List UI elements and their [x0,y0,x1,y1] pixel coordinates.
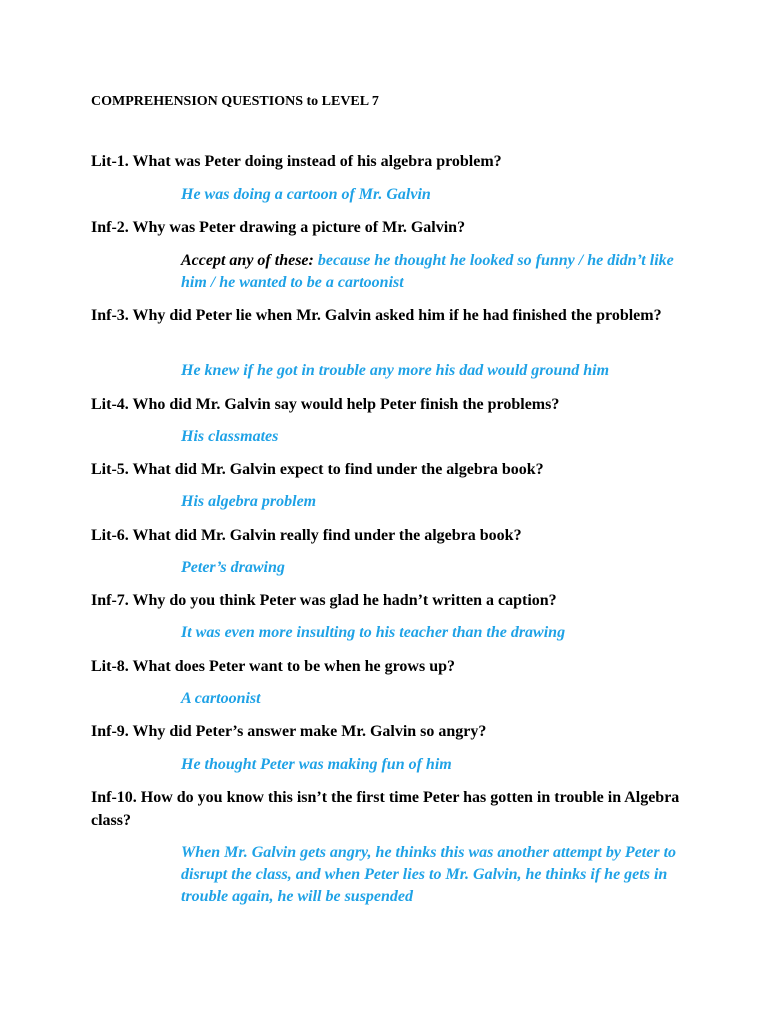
answer-8: A cartoonist [181,690,261,707]
question-7: Inf-7. Why do you think Peter was glad he hadn’t written a caption? [91,592,557,609]
answer-3: He knew if he got in trouble any more his dad would ground him [181,362,610,379]
answer-2-text: because he thought he looked so funny / he didn’t like him / he wanted to be a cartoonist [181,252,674,291]
question-1: Lit-1. What was Peter doing instead of his algebra problem? [91,153,502,170]
question-6: Lit-6. What did Mr. Galvin really find under the algebra book? [91,527,522,544]
answer-6: Peter’s drawing [181,559,285,576]
answer-7: It was even more insulting to his teacher than the drawing [181,624,566,641]
answer-5: His algebra problem [181,493,317,510]
answer-2-lead: Accept any of these: [181,252,314,269]
question-8: Lit-8. What does Peter want to be when he grows up? [91,658,456,675]
question-10: Inf-10. How do you know this isn’t the first time Peter has gotten in trouble in Algebra class? [91,789,680,829]
answer-10: When Mr. Galvin gets angry, he thinks this was another attempt by Peter to disrupt the class, and when Peter lies to Mr. Galvin, he thinks if he gets in trouble again, he will be suspended [181,844,677,905]
question-3: Inf-3. Why did Peter lie when Mr. Galvin asked him if he had finished the problem? [91,307,662,324]
answer-4: His classmates [181,428,279,445]
document-title: COMPREHENSION QUESTIONS to LEVEL 7 [91,94,379,109]
question-2: Inf-2. Why was Peter drawing a picture of Mr. Galvin? [91,219,466,236]
question-5: Lit-5. What did Mr. Galvin expect to find under the algebra book? [91,461,544,478]
answer-2 [181,250,691,294]
answer-9: He thought Peter was making fun of him [181,756,452,773]
question-9: Inf-9. Why did Peter’s answer make Mr. Galvin so angry? [91,723,487,740]
question-4: Lit-4. Who did Mr. Galvin say would help Peter finish the problems? [91,396,560,413]
answer-1: He was doing a cartoon of Mr. Galvin [181,186,431,203]
